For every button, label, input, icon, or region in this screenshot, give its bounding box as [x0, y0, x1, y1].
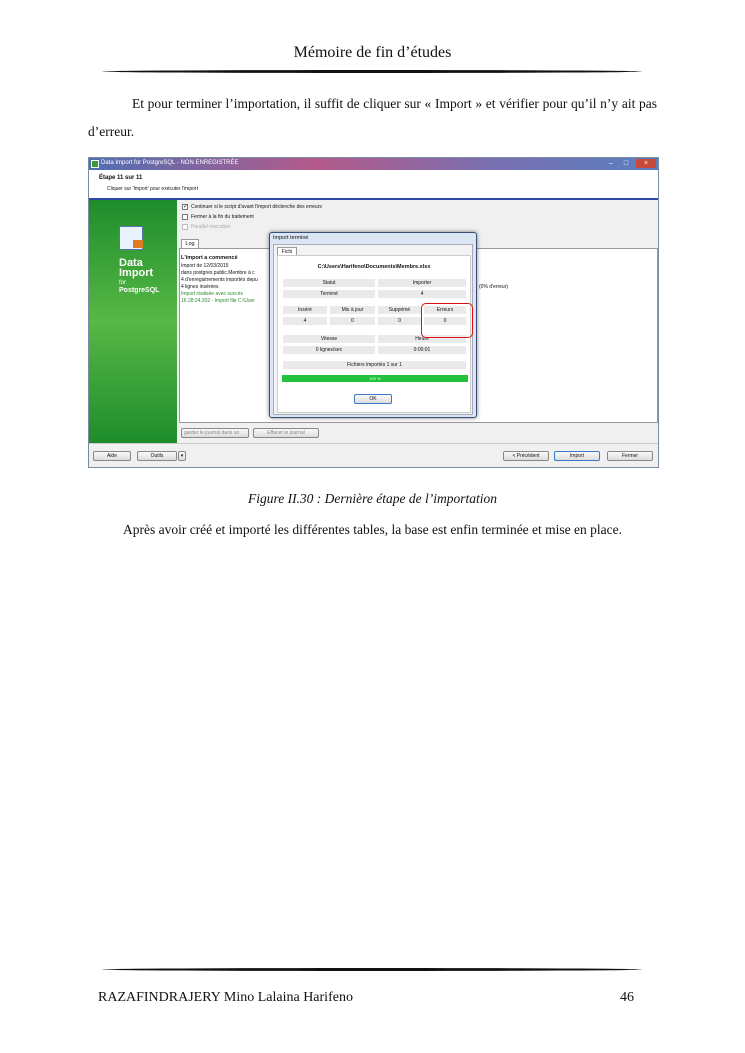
- tab-file[interactable]: Fichi: [277, 247, 297, 256]
- maximize-icon[interactable]: □: [623, 160, 629, 167]
- minimize-icon[interactable]: –: [609, 160, 613, 167]
- figure-caption: Figure II.30 : Dernière étape de l’importation: [247, 491, 498, 506]
- window-title: Data Import for PostgreSQL - NON ENREGISTRÉE: [101, 160, 239, 166]
- footer-rule: [102, 968, 642, 971]
- log-line: 16:28:24.202 - Import file C:\User: [181, 298, 255, 304]
- log-overflow-text: (0% d'erreur): [479, 284, 509, 290]
- maj-value: 0: [329, 316, 376, 326]
- close-icon[interactable]: ×: [636, 159, 656, 168]
- statut-value: Terminé: [282, 289, 376, 299]
- app-icon: [91, 160, 99, 168]
- save-log-button[interactable]: garder le journal dans un: [181, 428, 249, 438]
- erreurs-value: 0: [423, 316, 467, 326]
- page-number: 46: [620, 990, 634, 1005]
- statut-label: Statut: [282, 278, 376, 288]
- importer-value: 4: [377, 289, 467, 299]
- log-line: 4 lignes insérées: [181, 284, 219, 290]
- step-header: [89, 170, 658, 198]
- step-subtitle: Cliquer sur 'Import' pour exécuter l'import: [107, 186, 198, 192]
- insere-value: 4: [282, 316, 328, 326]
- window-titlebar: [89, 158, 658, 170]
- screenshot-window: [88, 157, 659, 468]
- supprime-value: 0: [377, 316, 422, 326]
- page-header-title: Mémoire de fin d’études: [293, 44, 452, 61]
- parallel-checkbox[interactable]: [182, 224, 188, 230]
- heure-value: 0:00:01: [377, 345, 467, 355]
- import-button[interactable]: Import: [554, 451, 600, 461]
- log-line: Import réalisée avec succès: [181, 291, 243, 297]
- insere-label: Inséré: [282, 305, 328, 315]
- import-arrow-icon: [133, 240, 143, 248]
- file-path: C:\Users\Harifeno\Documents\Membre.xlsx: [317, 264, 431, 270]
- help-button[interactable]: Aide: [93, 451, 131, 461]
- vitesse-value: 0 lignes/sec: [282, 345, 376, 355]
- vitesse-label: Vitesse: [282, 334, 376, 344]
- header-rule: [102, 70, 642, 73]
- conclusion-paragraph: Après avoir créé et importé les différentes tables, la base est enfin terminée et mise en place.: [122, 522, 623, 537]
- brand-postgresql: PostgreSQL: [119, 287, 160, 294]
- importer-label: Importer: [377, 278, 467, 288]
- files-imported-info: Fichiers importés 1 sur 1: [282, 360, 467, 370]
- erreurs-label: Erreurs: [423, 305, 467, 315]
- continue-on-error-label: Continuer si le script d'avant l'import déclenche des erreurs: [191, 204, 322, 210]
- chevron-down-icon[interactable]: ▾: [178, 451, 186, 461]
- close-at-end-checkbox[interactable]: [182, 214, 188, 220]
- footer-author: RAZAFINDRAJERY Mino Lalaina Harifeno: [98, 990, 353, 1005]
- log-line: dans postgres.public.Membre à c: [181, 270, 255, 276]
- previous-button[interactable]: < Précédent: [503, 451, 549, 461]
- continue-on-error-checkbox[interactable]: [182, 204, 188, 210]
- parallel-label: Parallel execution: [191, 224, 231, 230]
- close-at-end-label: Fermer à la fin du traitement: [191, 214, 254, 220]
- supprime-label: Supprimé: [377, 305, 422, 315]
- tab-log[interactable]: Log: [181, 239, 199, 249]
- tools-button[interactable]: Outils: [137, 451, 177, 461]
- dialog-title: Import terminé: [273, 235, 309, 241]
- ok-button[interactable]: OK: [354, 394, 392, 404]
- brand-for: for: [119, 280, 127, 286]
- maj-label: Mis à jour: [329, 305, 376, 315]
- log-line: Import de 12/03/2015: [181, 263, 229, 269]
- errors-highlight: [421, 303, 473, 338]
- intro-text: Et pour terminer l’importation, il suffit de cliquer sur « Import » et vérifier pour qu’il n’y ait pas d’erreur.: [88, 96, 657, 139]
- brand-data: Data Import: [119, 257, 154, 279]
- step-title: Étape 11 sur 11: [99, 175, 143, 181]
- log-line: 4 d'enregistrements importés depu: [181, 277, 258, 283]
- clear-log-button[interactable]: Effacer le journal: [253, 428, 319, 438]
- heure-label: Heure: [377, 334, 467, 344]
- intro-paragraph: [88, 90, 657, 146]
- progress-bar: 100 %: [282, 375, 468, 382]
- close-button[interactable]: Fermer: [607, 451, 653, 461]
- brand-panel: [89, 200, 177, 443]
- log-line: L'import a commencé: [181, 255, 238, 261]
